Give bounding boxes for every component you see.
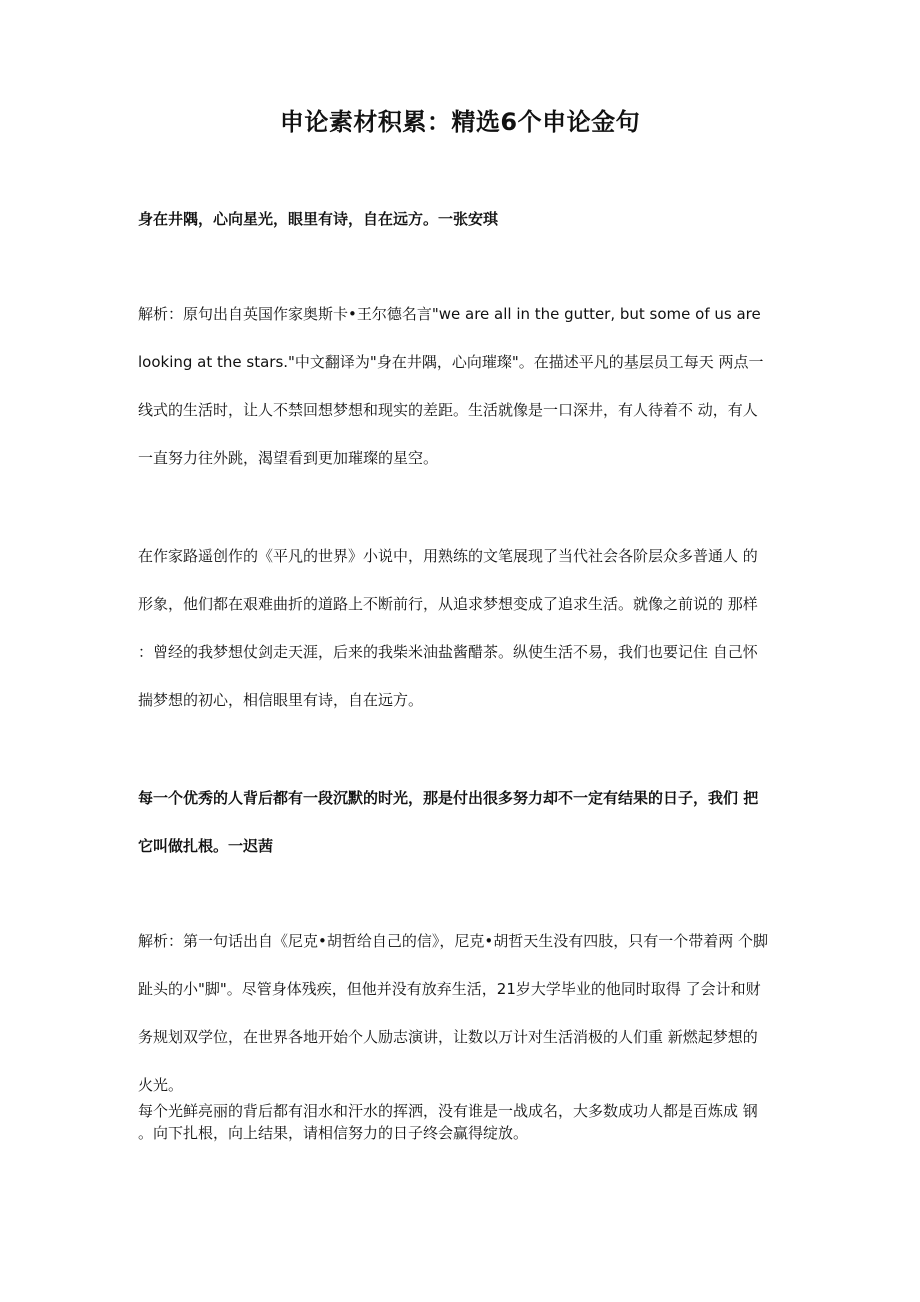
- analysis-1-line: 一直努力往外跳，渴望看到更加璀璨的星空。: [138, 449, 439, 467]
- analysis-2-line: 趾头的小"脚"。尽管身体残疾，但他并没有放弃生活，21岁大学毕业的他同时取得 了会计和财: [138, 980, 761, 998]
- paragraph-4: [138, 1100, 788, 1144]
- analysis-2-line: 火光。: [138, 1076, 184, 1094]
- paragraph-2: [138, 532, 788, 724]
- analysis-2: [138, 917, 788, 1109]
- analysis-1-line: looking at the stars."中文翻译为"身在井隅，心向璀璨"。在描述平凡的基层员工每天 两点一: [138, 353, 764, 371]
- analysis-2-line: 解析：第一句话出自《尼克•胡哲给自己的信》，尼克•胡哲天生没有四肢，只有一个带着两 个脚: [138, 932, 768, 950]
- paragraph-4-line: 。向下扎根，向上结果，请相信努力的日子终会赢得绽放。: [138, 1124, 529, 1142]
- analysis-2-line: 务规划双学位，在世界各地开始个人励志演讲，让数以万计对生活消极的人们重 新燃起梦想的: [138, 1028, 758, 1046]
- quote-1: [138, 195, 788, 243]
- paragraph-2-line: 在作家路遥创作的《平凡的世界》小说中，用熟练的文笔展现了当代社会各阶层众多普通人 的: [138, 547, 758, 565]
- analysis-1-line: 解析：原句出自英国作家奥斯卡•王尔德名言"we are all in the gutter, but some of us are: [138, 305, 761, 323]
- quote-2-line: 每一个优秀的人背后都有一段沉默的时光，那是付出很多努力却不一定有结果的日子，我们 把: [138, 789, 759, 807]
- paragraph-4-line: 每个光鲜亮丽的背后都有泪水和汗水的挥洒，没有谁是一战成名，大多数成功人都是百炼成 钢: [138, 1102, 758, 1120]
- paragraph-2-line: ：曾经的我梦想仗剑走天涯，后来的我柴米油盐酱醋茶。纵使生活不易，我们也要记住 自己怀: [138, 643, 758, 661]
- analysis-1-line: 线式的生活时，让人不禁回想梦想和现实的差距。生活就像是一口深井，有人待着不 动，有人: [138, 401, 758, 419]
- document-title: 申论素材积累：精选6个申论金句: [279, 108, 641, 136]
- quote-2-line: 它叫做扎根。一迟茜: [138, 837, 274, 855]
- paragraph-2-line: 揣梦想的初心，相信眼里有诗，自在远方。: [138, 691, 424, 709]
- analysis-1: [138, 290, 788, 482]
- quote-2: [138, 774, 788, 870]
- paragraph-2-line: 形象，他们都在艰难曲折的道路上不断前行，从追求梦想变成了追求生活。就像之前说的 那样: [138, 595, 758, 613]
- quote-1-line: 身在井隅，心向星光，眼里有诗，自在远方。一张安琪: [138, 210, 499, 228]
